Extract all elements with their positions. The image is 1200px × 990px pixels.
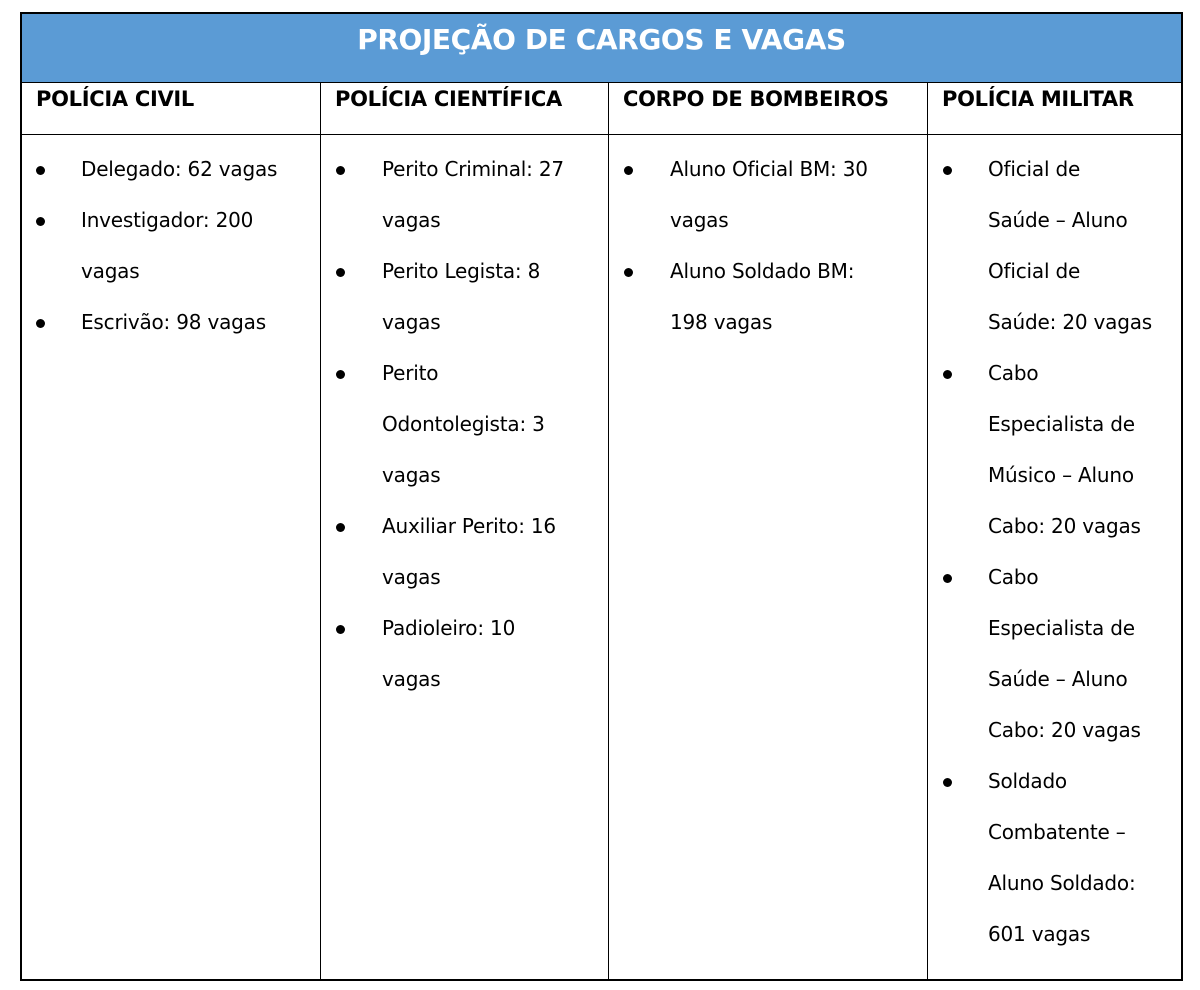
position-list	[336, 144, 596, 705]
bullet-icon	[336, 370, 345, 379]
list-item: Escrivão: 98 vagas	[36, 297, 306, 348]
table-title-bar	[22, 14, 1181, 83]
column-policia-cientifica	[336, 144, 596, 705]
column-corpo-de-bombeiros	[624, 144, 914, 348]
column-divider	[608, 83, 609, 979]
bullet-icon	[336, 523, 345, 532]
column-header-policia-cientifica: POLÍCIA CIENTÍFICA	[335, 87, 562, 111]
bullet-icon	[36, 217, 45, 226]
bullet-icon	[336, 268, 345, 277]
bullet-icon	[943, 166, 952, 175]
position-list	[943, 144, 1179, 960]
list-item: Cabo Especialista de Músico – Aluno Cabo: 20 vagas	[943, 348, 1179, 552]
list-item: Aluno Soldado BM: 198 vagas	[624, 246, 914, 348]
bullet-icon	[336, 166, 345, 175]
list-item: Soldado Combatente – Aluno Soldado: 601 vagas	[943, 756, 1179, 960]
column-policia-militar	[943, 144, 1179, 960]
column-divider	[927, 83, 928, 979]
list-item: Aluno Oficial BM: 30 vagas	[624, 144, 914, 246]
column-divider	[320, 83, 321, 979]
bullet-icon	[624, 268, 633, 277]
column-header-corpo-de-bombeiros: CORPO DE BOMBEIROS	[623, 87, 889, 111]
list-item: Cabo Especialista de Saúde – Aluno Cabo: 20 vagas	[943, 552, 1179, 756]
list-item: Oficial de Saúde – Aluno Oficial de Saúde: 20 vagas	[943, 144, 1179, 348]
bullet-icon	[943, 778, 952, 787]
bullet-icon	[943, 370, 952, 379]
position-list	[36, 144, 306, 348]
list-item: Perito Criminal: 27 vagas	[336, 144, 596, 246]
list-item: Perito Legista: 8 vagas	[336, 246, 596, 348]
bullet-icon	[36, 166, 45, 175]
list-item: Padioleiro: 10 vagas	[336, 603, 596, 705]
bullet-icon	[624, 166, 633, 175]
column-policia-civil	[36, 144, 306, 348]
list-item: Perito Odontolegista: 3 vagas	[336, 348, 596, 501]
bullet-icon	[36, 319, 45, 328]
bullet-icon	[336, 625, 345, 634]
list-item: Investigador: 200 vagas	[36, 195, 306, 297]
table-title: PROJEÇÃO DE CARGOS E VAGAS	[357, 22, 846, 56]
header-divider	[22, 134, 1181, 135]
list-item: Auxiliar Perito: 16 vagas	[336, 501, 596, 603]
column-header-policia-militar: POLÍCIA MILITAR	[942, 87, 1134, 111]
bullet-icon	[943, 574, 952, 583]
position-list	[624, 144, 914, 348]
list-item: Delegado: 62 vagas	[36, 144, 306, 195]
column-header-policia-civil: POLÍCIA CIVIL	[36, 87, 194, 111]
positions-table	[20, 12, 1183, 981]
